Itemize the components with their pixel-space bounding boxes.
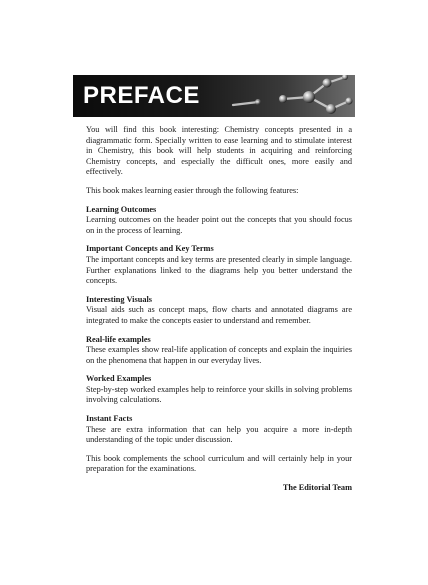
feature-text: These examples show real-life application of concepts and explain the inquiries on the phenomena that happen in our everyday lives. (86, 345, 352, 365)
feature-worked-examples (86, 374, 352, 406)
feature-text: The important concepts and key terms are presented clearly in simple language. Further explanations linked to the diagrams help you better understand the concepts. (86, 254, 352, 286)
feature-interesting-visuals (86, 295, 352, 327)
feature-text: These are extra information that can help you acquire a more in-depth understanding of the topic under discussion. (86, 424, 352, 445)
feature-title: Learning Outcomes (86, 204, 157, 214)
feature-title: Instant Facts (86, 414, 133, 424)
molecule-model-icon (73, 75, 355, 117)
feature-text: Visual aids such as concept maps, flow charts and annotated diagrams are integrated to make the concepts easier to understand and remember. (86, 305, 352, 325)
closing-paragraph: This book complements the school curriculum and will certainly help in your preparation for the examinations. (86, 453, 352, 474)
feature-title: Important Concepts and Key Terms (86, 244, 214, 254)
feature-title: Worked Examples (86, 374, 152, 384)
preface-body (86, 125, 352, 475)
feature-text: Learning outcomes on the header point out the concepts that you should focus on in the process of learning. (86, 215, 352, 235)
feature-learning-outcomes (86, 205, 352, 237)
feature-title: Interesting Visuals (86, 294, 153, 304)
page-title: PREFACE (83, 82, 200, 109)
feature-important-concepts (86, 244, 352, 286)
intro-paragraph: You will find this book interesting: Chemistry concepts presented in a diagrammatic form. Specially written to ease learning and to stimulate interest in Chemistry, this book will help students in acquiring and reinforcing Chemistry concepts, and especially the difficult ones, more easily and effectively. (86, 125, 352, 177)
preface-banner (73, 75, 355, 117)
feature-title: Real-life examples (86, 334, 151, 344)
signature: The Editorial Team (282, 483, 352, 492)
feature-text: Step-by-step worked examples help to reinforce your skills in solving problems involving calculations. (86, 384, 352, 405)
features-lead-in: This book makes learning easier through the following features: (86, 185, 299, 195)
feature-instant-facts (86, 414, 352, 446)
feature-real-life-examples (86, 335, 352, 367)
